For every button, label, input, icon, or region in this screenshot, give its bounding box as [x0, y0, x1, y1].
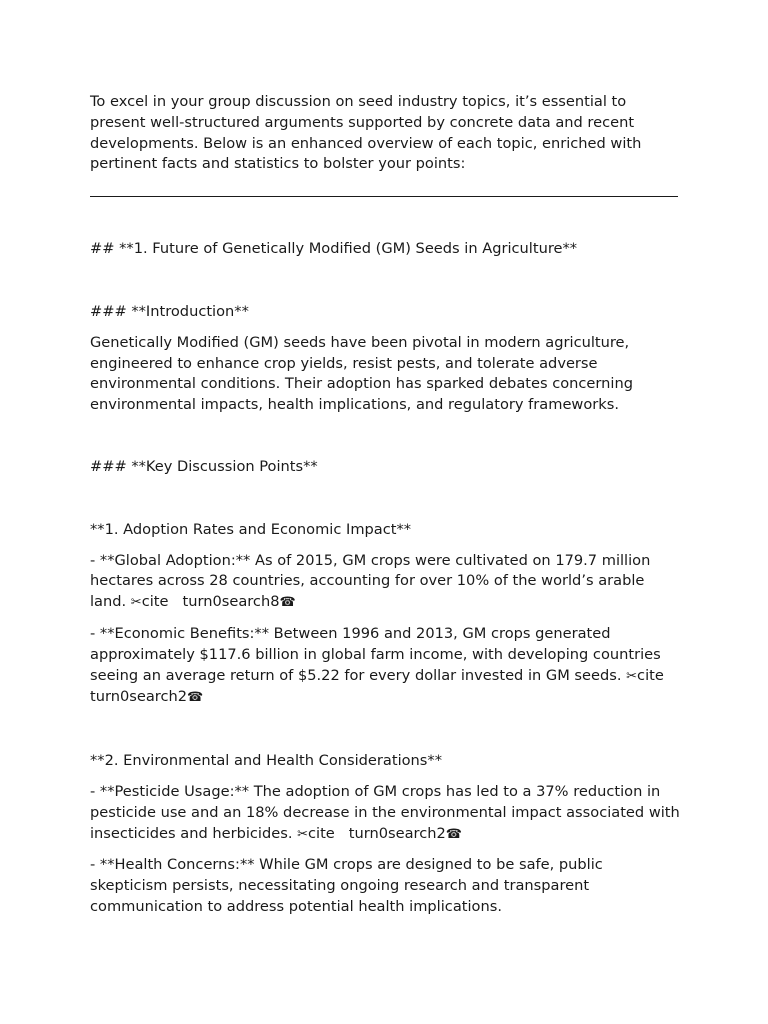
bullet-text: - **Global Adoption:** As of 2015, GM crops were cultivated on 179.7 million hectares across 28 countries, accounting for over 10% of the world’s arable land.: [90, 551, 651, 611]
key-points-heading: ### **Key Discussion Points**: [90, 457, 318, 475]
bullet-global-adoption: [90, 551, 680, 614]
phone-icon: ☎: [445, 826, 462, 842]
bullet-health-concerns: [90, 855, 680, 917]
cite-label: cite: [308, 824, 335, 842]
scissors-icon: ✂: [626, 668, 638, 684]
cite-label: cite: [637, 666, 664, 684]
introduction-paragraph: Genetically Modified (GM) seeds have been pivotal in modern agriculture, engineered to enhance crop yields, resist pests, and tolerate adverse environmental conditions. Their adoption has sparked debates concerning environmental impacts, health implications, and regulatory frameworks.: [90, 333, 633, 414]
introduction-heading: ### **Introduction**: [90, 302, 249, 320]
cite-ref: turn0search8: [182, 593, 280, 611]
point2-heading: **2. Environmental and Health Considerations**: [90, 752, 442, 770]
point1-heading: **1. Adoption Rates and Economic Impact**: [90, 520, 412, 538]
cite-ref: turn0search2: [348, 824, 446, 842]
phone-icon: ☎: [187, 690, 204, 706]
phone-icon: ☎: [279, 595, 296, 611]
section-heading: ## **1. Future of Genetically Modified (GM) Seeds in Agriculture**: [90, 240, 578, 258]
intro-paragraph: To excel in your group discussion on seed industry topics, it’s essential to present well-structured arguments supported by concrete data and recent developments. Below is an enhanced overview of each topic, enriched with pertinent facts and statistics to bolster your points:: [90, 93, 642, 173]
scissors-icon: ✂: [297, 826, 308, 842]
cite-ref: turn0search2: [90, 688, 188, 706]
document-page: [90, 92, 680, 918]
scissors-icon: ✂: [130, 595, 142, 611]
bullet-text: - **Health Concerns:** While GM crops are designed to be safe, public skepticism persists, necessitating ongoing research and transparent communication to address potential health implications.: [90, 856, 603, 915]
horizontal-rule: [90, 196, 678, 197]
bullet-text: - **Pesticide Usage:** The adoption of GM crops has led to a 37% reduction in pesticide use and an 18% decrease in the environmental impact associated with insecticides and herbicides.: [90, 782, 680, 842]
bullet-pesticide-usage: [90, 782, 680, 845]
cite-label: cite: [141, 593, 169, 611]
bullet-text: - **Economic Benefits:** Between 1996 and 2013, GM crops generated approximately $117.6 billion in global farm income, with developing countries seeing an average return of $5.22 for every dollar invested in GM seeds.: [90, 624, 661, 684]
bullet-economic-benefits: [90, 624, 680, 709]
